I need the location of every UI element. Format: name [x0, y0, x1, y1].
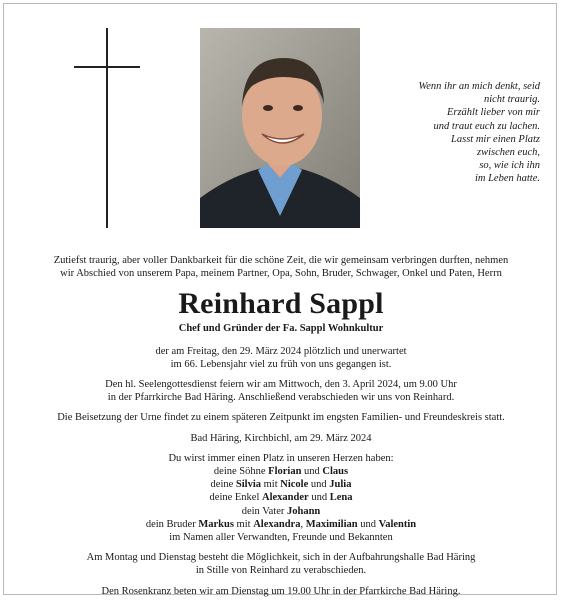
poem-line: und traut euch zu lachen. [433, 120, 540, 132]
death-line: im 66. Lebensjahr viel zu früh von uns gegangen ist. [170, 358, 392, 370]
poem-line: so, wie ich ihn [479, 160, 540, 172]
family-father: dein Vater Johann [241, 505, 321, 517]
family-brother: dein Bruder Markus mit Alexandra, Maximilian und Valentin [145, 518, 417, 530]
family-grandchildren: deine Enkel Alexander und Lena [209, 492, 353, 504]
poem-line: im Leben hatte. [474, 173, 540, 185]
poem [370, 80, 540, 186]
cross-icon [74, 28, 140, 228]
mass-line: in der Pfarrkirche Bad Häring. Anschließend verabschieden wir uns von Reinhard. [107, 392, 455, 404]
mass-line: Den hl. Seelengottesdienst feiern wir am Mittwoch, den 3. April 2024, um 9.00 Uhr [105, 379, 457, 391]
family-sons: deine Söhne Florian und Claus [213, 466, 349, 478]
poem-line: Lasst mir einen Platz [451, 133, 540, 145]
poem-line: Wenn ihr an mich denkt, seid [418, 81, 540, 92]
viewing-line: in Stille von Reinhard zu verabschieden. [195, 565, 367, 577]
intro-line: Zutiefst traurig, aber voller Dankbarkeit für die schöne Zeit, die wir gemeinsam verbringen durften, nehmen [53, 255, 509, 266]
intro-line: wir Abschied von unserem Papa, meinem Partner, Opa, Sohn, Bruder, Schwager, Onkel und Paten, Herrn [60, 268, 502, 280]
poem-line: Erzählt lieber von mir [446, 107, 540, 119]
obituary-text [8, 254, 554, 598]
poem-line: nicht traurig. [483, 94, 540, 106]
family-heading: Du wirst immer einen Platz in unseren Herzen haben: [168, 452, 394, 464]
deceased-name: Reinhard Sappl [178, 287, 384, 321]
deceased-role: Chef und Gründer der Fa. Sappl Wohnkultur [178, 323, 384, 335]
place-date: Bad Häring, Kirchbichl, am 29. März 2024 [190, 432, 372, 444]
family-relatives: im Namen aller Verwandten, Freunde und Bekannten [169, 532, 393, 544]
rosary-line: Den Rosenkranz beten wir am Dienstag um 19.00 Uhr in der Pfarrkirche Bad Häring. [101, 585, 461, 597]
death-line: der am Freitag, den 29. März 2024 plötzlich und unerwartet [155, 345, 407, 357]
viewing-line: Am Montag und Dienstag besteht die Möglichkeit, sich in der Aufbahrungshalle Bad Häring [86, 552, 476, 564]
portrait-photo [200, 28, 360, 228]
family-daughter: deine Silvia mit Nicole und Julia [210, 479, 352, 491]
urn-line: Die Beisetzung der Urne findet zu einem späteren Zeitpunkt im engsten Familien- und Freundeskreis statt. [57, 412, 505, 424]
poem-line: zwischen euch, [477, 147, 540, 159]
